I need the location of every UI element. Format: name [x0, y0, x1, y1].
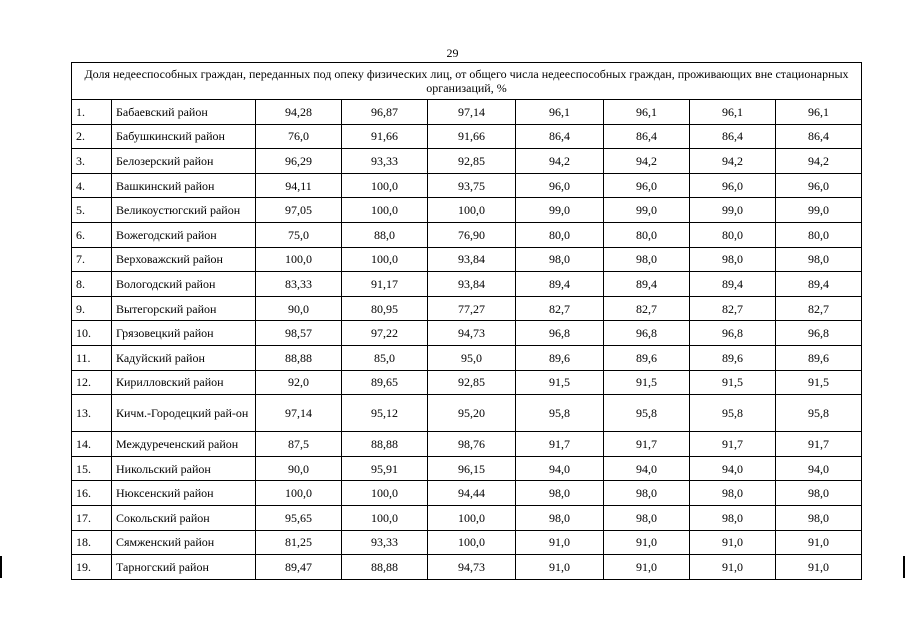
district-name: Вологодский район [112, 272, 256, 297]
value-cell: 91,0 [690, 555, 776, 580]
value-cell: 93,33 [342, 149, 428, 174]
district-name: Кадуйский район [112, 345, 256, 370]
value-cell: 100,0 [428, 505, 516, 530]
value-cell: 95,91 [342, 456, 428, 481]
table-row [72, 432, 862, 457]
value-cell: 98,0 [604, 505, 690, 530]
value-cell: 91,17 [342, 272, 428, 297]
value-cell: 89,6 [604, 345, 690, 370]
value-cell: 94,0 [690, 456, 776, 481]
value-cell: 98,0 [604, 247, 690, 272]
value-cell: 95,0 [428, 345, 516, 370]
value-cell: 91,5 [690, 370, 776, 395]
table-row [72, 321, 862, 346]
value-cell: 94,73 [428, 555, 516, 580]
value-cell: 98,0 [690, 247, 776, 272]
page-number: 29 [446, 46, 459, 60]
value-cell: 98,0 [516, 505, 604, 530]
value-cell: 96,87 [342, 100, 428, 125]
row-number: 4. [72, 173, 112, 198]
value-cell: 97,14 [256, 395, 342, 432]
row-number: 8. [72, 272, 112, 297]
data-table [71, 62, 862, 580]
value-cell: 82,7 [604, 296, 690, 321]
value-cell: 95,65 [256, 505, 342, 530]
row-number: 10. [72, 321, 112, 346]
value-cell: 98,0 [690, 481, 776, 506]
value-cell: 98,57 [256, 321, 342, 346]
district-name: Белозерский район [112, 149, 256, 174]
district-name: Междуреченский район [112, 432, 256, 457]
value-cell: 89,4 [604, 272, 690, 297]
value-cell: 94,44 [428, 481, 516, 506]
table-row [72, 173, 862, 198]
value-cell: 100,0 [256, 247, 342, 272]
district-name: Вашкинский район [112, 173, 256, 198]
value-cell: 98,0 [516, 481, 604, 506]
value-cell: 98,0 [604, 481, 690, 506]
value-cell: 100,0 [342, 481, 428, 506]
row-number: 5. [72, 198, 112, 223]
value-cell: 100,0 [342, 198, 428, 223]
value-cell: 96,1 [776, 100, 862, 125]
value-cell: 88,88 [342, 555, 428, 580]
value-cell: 89,4 [516, 272, 604, 297]
value-cell: 98,0 [776, 247, 862, 272]
value-cell: 89,6 [516, 345, 604, 370]
table-caption: Доля недееспособных граждан, переданных под опеку физических лиц, от общего числа недееспособных граждан, проживающих вне стационарных организаций, % [72, 63, 862, 100]
district-name: Бабаевский район [112, 100, 256, 125]
value-cell: 96,8 [516, 321, 604, 346]
value-cell: 99,0 [516, 198, 604, 223]
table-row [72, 149, 862, 174]
value-cell: 91,0 [516, 555, 604, 580]
value-cell: 83,33 [256, 272, 342, 297]
value-cell: 94,2 [776, 149, 862, 174]
value-cell: 96,1 [516, 100, 604, 125]
value-cell: 94,0 [776, 456, 862, 481]
district-name: Никольский район [112, 456, 256, 481]
value-cell: 91,0 [604, 530, 690, 555]
row-number: 1. [72, 100, 112, 125]
value-cell: 91,7 [690, 432, 776, 457]
district-name: Грязовецкий район [112, 321, 256, 346]
value-cell: 91,66 [342, 124, 428, 149]
value-cell: 92,85 [428, 370, 516, 395]
table-row [72, 395, 862, 432]
table-row [72, 481, 862, 506]
value-cell: 100,0 [342, 505, 428, 530]
value-cell: 86,4 [690, 124, 776, 149]
value-cell: 91,0 [776, 555, 862, 580]
row-number: 18. [72, 530, 112, 555]
value-cell: 96,0 [604, 173, 690, 198]
value-cell: 98,0 [776, 481, 862, 506]
value-cell: 93,75 [428, 173, 516, 198]
row-number: 7. [72, 247, 112, 272]
value-cell: 96,8 [776, 321, 862, 346]
value-cell: 89,4 [690, 272, 776, 297]
value-cell: 89,6 [776, 345, 862, 370]
district-name: Сокольский район [112, 505, 256, 530]
value-cell: 96,1 [604, 100, 690, 125]
value-cell: 76,0 [256, 124, 342, 149]
value-cell: 98,0 [516, 247, 604, 272]
value-cell: 91,7 [516, 432, 604, 457]
value-cell: 100,0 [428, 198, 516, 223]
value-cell: 91,0 [516, 530, 604, 555]
value-cell: 88,88 [256, 345, 342, 370]
row-number: 14. [72, 432, 112, 457]
value-cell: 80,0 [516, 222, 604, 247]
value-cell: 98,0 [776, 505, 862, 530]
table-row [72, 124, 862, 149]
value-cell: 96,8 [604, 321, 690, 346]
row-number: 2. [72, 124, 112, 149]
row-number: 17. [72, 505, 112, 530]
district-name: Вытегорский район [112, 296, 256, 321]
value-cell: 82,7 [690, 296, 776, 321]
value-cell: 91,5 [776, 370, 862, 395]
value-cell: 90,0 [256, 296, 342, 321]
value-cell: 80,0 [604, 222, 690, 247]
value-cell: 82,7 [516, 296, 604, 321]
value-cell: 94,73 [428, 321, 516, 346]
table-row [72, 198, 862, 223]
value-cell: 91,5 [604, 370, 690, 395]
value-cell: 98,76 [428, 432, 516, 457]
value-cell: 95,12 [342, 395, 428, 432]
row-number: 13. [72, 395, 112, 432]
value-cell: 100,0 [256, 481, 342, 506]
table-row [72, 222, 862, 247]
table-row [72, 555, 862, 580]
value-cell: 95,20 [428, 395, 516, 432]
value-cell: 96,0 [776, 173, 862, 198]
value-cell: 100,0 [342, 247, 428, 272]
value-cell: 80,0 [690, 222, 776, 247]
value-cell: 81,25 [256, 530, 342, 555]
value-cell: 95,8 [776, 395, 862, 432]
district-name: Бабушкинский район [112, 124, 256, 149]
district-name: Великоустюгский район [112, 198, 256, 223]
value-cell: 85,0 [342, 345, 428, 370]
value-cell: 94,2 [604, 149, 690, 174]
district-name: Вожегодский район [112, 222, 256, 247]
value-cell: 76,90 [428, 222, 516, 247]
value-cell: 91,66 [428, 124, 516, 149]
value-cell: 88,88 [342, 432, 428, 457]
table-row [72, 370, 862, 395]
scan-edge-mark [0, 556, 2, 578]
value-cell: 91,5 [516, 370, 604, 395]
value-cell: 86,4 [516, 124, 604, 149]
value-cell: 89,6 [690, 345, 776, 370]
value-cell: 97,22 [342, 321, 428, 346]
value-cell: 91,0 [604, 555, 690, 580]
value-cell: 97,05 [256, 198, 342, 223]
value-cell: 96,1 [690, 100, 776, 125]
district-name: Сямженский район [112, 530, 256, 555]
value-cell: 99,0 [690, 198, 776, 223]
value-cell: 94,0 [604, 456, 690, 481]
district-name: Нюксенский район [112, 481, 256, 506]
table-row [72, 296, 862, 321]
value-cell: 82,7 [776, 296, 862, 321]
value-cell: 87,5 [256, 432, 342, 457]
row-number: 11. [72, 345, 112, 370]
value-cell: 88,0 [342, 222, 428, 247]
table-caption-row [72, 63, 862, 100]
value-cell: 94,11 [256, 173, 342, 198]
value-cell: 77,27 [428, 296, 516, 321]
value-cell: 96,15 [428, 456, 516, 481]
row-number: 9. [72, 296, 112, 321]
value-cell: 94,28 [256, 100, 342, 125]
table-row [72, 456, 862, 481]
value-cell: 93,84 [428, 272, 516, 297]
row-number: 16. [72, 481, 112, 506]
table-row [72, 272, 862, 297]
value-cell: 95,8 [690, 395, 776, 432]
district-name: Верховажский район [112, 247, 256, 272]
value-cell: 100,0 [428, 530, 516, 555]
value-cell: 99,0 [776, 198, 862, 223]
value-cell: 92,0 [256, 370, 342, 395]
value-cell: 80,0 [776, 222, 862, 247]
value-cell: 94,0 [516, 456, 604, 481]
district-name: Кирилловский район [112, 370, 256, 395]
value-cell: 100,0 [342, 173, 428, 198]
district-name: Тарногский район [112, 555, 256, 580]
value-cell: 89,47 [256, 555, 342, 580]
value-cell: 99,0 [604, 198, 690, 223]
row-number: 6. [72, 222, 112, 247]
table-row [72, 100, 862, 125]
value-cell: 93,84 [428, 247, 516, 272]
value-cell: 94,2 [516, 149, 604, 174]
value-cell: 80,95 [342, 296, 428, 321]
district-name: Кичм.-Городецкий рай-он [112, 395, 256, 432]
value-cell: 89,65 [342, 370, 428, 395]
table-row [72, 345, 862, 370]
value-cell: 90,0 [256, 456, 342, 481]
value-cell: 95,8 [604, 395, 690, 432]
value-cell: 95,8 [516, 395, 604, 432]
value-cell: 96,8 [690, 321, 776, 346]
table-row [72, 247, 862, 272]
value-cell: 91,0 [690, 530, 776, 555]
value-cell: 91,0 [776, 530, 862, 555]
value-cell: 86,4 [604, 124, 690, 149]
row-number: 19. [72, 555, 112, 580]
row-number: 3. [72, 149, 112, 174]
value-cell: 94,2 [690, 149, 776, 174]
value-cell: 97,14 [428, 100, 516, 125]
value-cell: 96,0 [690, 173, 776, 198]
value-cell: 92,85 [428, 149, 516, 174]
value-cell: 91,7 [604, 432, 690, 457]
table-row [72, 530, 862, 555]
value-cell: 86,4 [776, 124, 862, 149]
value-cell: 89,4 [776, 272, 862, 297]
value-cell: 98,0 [690, 505, 776, 530]
row-number: 15. [72, 456, 112, 481]
table-row [72, 505, 862, 530]
value-cell: 91,7 [776, 432, 862, 457]
value-cell: 75,0 [256, 222, 342, 247]
value-cell: 96,0 [516, 173, 604, 198]
value-cell: 96,29 [256, 149, 342, 174]
row-number: 12. [72, 370, 112, 395]
value-cell: 93,33 [342, 530, 428, 555]
